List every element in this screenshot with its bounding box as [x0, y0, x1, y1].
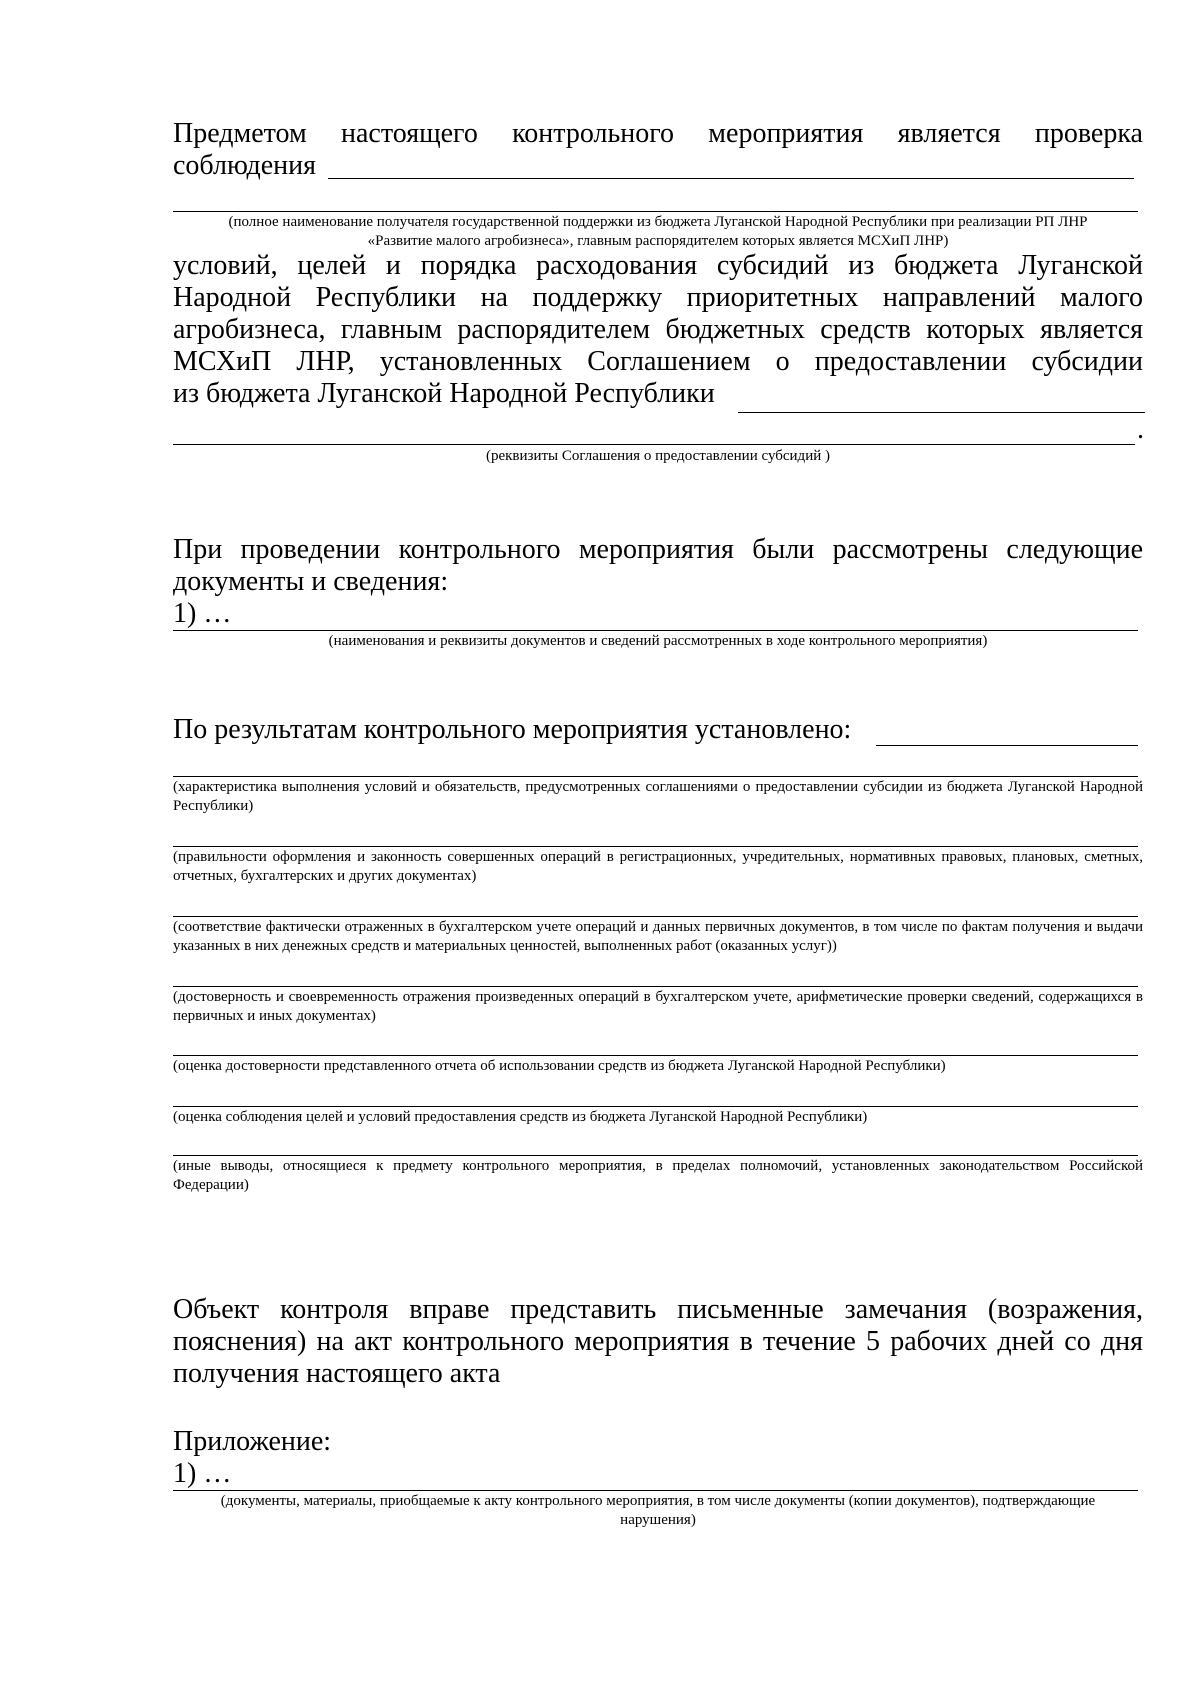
documents-paragraph: При проведении контрольного мероприятия были рассмотрены следующие документы и сведения: [173, 534, 1143, 597]
fill-line [173, 1106, 1138, 1107]
fill-line [173, 211, 1138, 212]
results-caption-2: (правильности оформления и законность совершенных операций в регистрационных, учредительных, нормативных правовых, плановых, сметных, отчетных, бухгалтерских и других документах) [173, 849, 1143, 884]
results-caption-1: (характеристика выполнения условий и обязательств, предусмотренных соглашениями о предоставлении субсидии из бюджета Луганской Народной Республики) [173, 779, 1143, 814]
results-caption-4: (достоверность и своевременность отражения произведенных операций в бухгалтерском учете, арифметические проверки сведений, содержащихся в первичных и иных документах) [173, 989, 1143, 1024]
agreement-caption: (реквизиты Соглашения о предоставлении субсидий ) [485, 448, 830, 464]
results-caption-5: (оценка достоверности представленного отчета об использовании средств из бюджета Луганской Народной Республики) [173, 1058, 946, 1074]
conditions-paragraph: условий, целей и порядка расходования субсидий из бюджета Луганской Народной Республики на поддержку приоритетных направлений малого агробизнеса, главным распорядителем бюджетных средств которых является МСХиП ЛНР, установленных Соглашением о предоставлении субсидии из бюджета Луганской Народной Республики [173, 250, 1143, 409]
appendix-item-1: 1) … [173, 1458, 232, 1489]
appendix-caption: (документы, материалы, приобщаемые к акту контрольного мероприятия, в том числе документы (копии документов), подтверждающие нарушения) [220, 1493, 1096, 1528]
fill-line [173, 630, 1138, 631]
subject-line-2: соблюдения [173, 150, 316, 181]
results-heading: По результатам контрольного мероприятия установлено: [173, 714, 852, 745]
documents-item-1: 1) … [173, 598, 232, 629]
period: . [1137, 414, 1144, 445]
fill-line [738, 412, 1145, 413]
fill-line [328, 178, 1134, 179]
fill-line [173, 444, 1135, 445]
fill-line [173, 1155, 1138, 1156]
objection-paragraph: Объект контроля вправе представить письменные замечания (возражения, пояснения) на акт контрольного мероприятия в течение 5 рабочих дней со дня получения настоящего акта [173, 1294, 1143, 1389]
fill-line [173, 1490, 1138, 1491]
results-caption-6: (оценка соблюдения целей и условий предоставления средств из бюджета Луганской Народной Республики) [173, 1109, 868, 1125]
fill-line [173, 916, 1138, 917]
fill-line [173, 986, 1138, 987]
documents-caption: (наименования и реквизиты документов и сведений рассмотренных в ходе контрольного мероприятия) [328, 633, 988, 649]
fill-line [173, 776, 1138, 777]
fill-line [173, 846, 1138, 847]
results-caption-3: (соответствие фактически отраженных в бухгалтерском учете операций и данных первичных документов, в том числе по фактам получения и выдачи указанных в них денежных средств и материальных ценностей, выполненных работ (оказанных услуг)) [173, 919, 1143, 954]
fill-line [173, 1055, 1138, 1056]
appendix-heading: Приложение: [173, 1426, 332, 1457]
fill-line [876, 745, 1138, 746]
results-caption-7: (иные выводы, относящиеся к предмету контрольного мероприятия, в пределах полномочий, установленных законодательством Российской Федерации) [173, 1158, 1143, 1193]
recipient-caption: (полное наименование получателя государственной поддержки из бюджета Луганской Народной Республики при реализации РП ЛНР «Развитие малого агробизнеса», главным распорядителем которых является МСХиП ЛНР) [228, 214, 1088, 249]
subject-line-1: Предметом настоящего контрольного мероприятия является проверка [173, 118, 1143, 149]
